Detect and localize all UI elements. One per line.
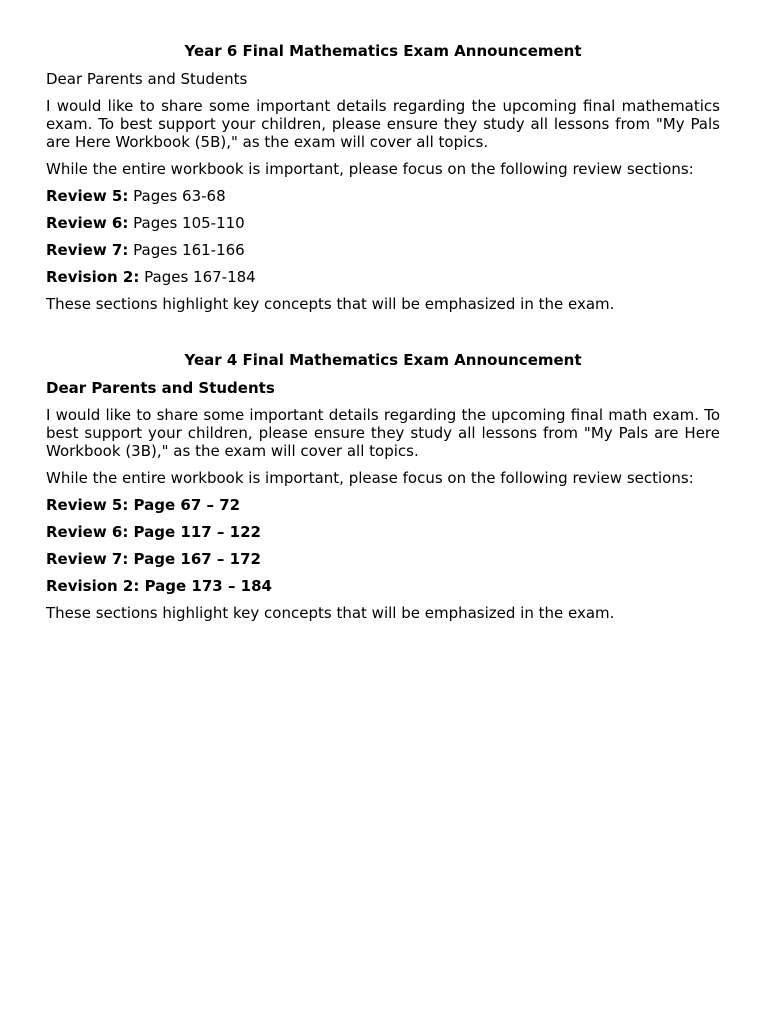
year6-review-item (46, 268, 720, 286)
year4-review-item: Review 7: Page 167 – 172 (46, 550, 261, 568)
year6-review-item (46, 187, 720, 205)
year6-focus: While the entire workbook is important, please focus on the following review sections: (46, 160, 694, 178)
year6-title: Year 6 Final Mathematics Exam Announcement (184, 42, 582, 60)
year4-closing: These sections highlight key concepts that will be emphasized in the exam. (46, 604, 615, 622)
year6-review-item (46, 241, 720, 259)
year6-intro: I would like to share some important details regarding the upcoming final mathematics exam. To best support your children, please ensure they study all lessons from "My Pals are Here Workbook (5B)," as the exam will cover all topics. (46, 97, 720, 151)
year4-announcement (46, 351, 720, 622)
year4-review-item: Review 6: Page 117 – 122 (46, 523, 261, 541)
year6-closing: These sections highlight key concepts that will be emphasized in the exam. (46, 295, 615, 313)
year4-title: Year 4 Final Mathematics Exam Announcement (184, 351, 582, 369)
year6-announcement (46, 42, 720, 313)
review-label: Review 5: (46, 187, 129, 205)
year4-intro: I would like to share some important details regarding the upcoming final math exam. To best support your children, please ensure they study all lessons from "My Pals are Here Workbook (3B)," as the exam will cover all topics. (46, 406, 720, 460)
document-page (46, 42, 720, 631)
year6-greeting: Dear Parents and Students (46, 70, 248, 88)
section-spacer (46, 322, 720, 351)
review-label: Review 7: (46, 241, 129, 259)
year6-review-item (46, 214, 720, 232)
review-pages: Pages 105-110 (133, 214, 245, 232)
review-pages: Pages 63-68 (133, 187, 226, 205)
year4-focus: While the entire workbook is important, please focus on the following review sections: (46, 469, 694, 487)
year4-greeting: Dear Parents and Students (46, 379, 275, 397)
review-pages: Pages 161-166 (133, 241, 245, 259)
review-pages: Pages 167-184 (144, 268, 256, 286)
review-label: Revision 2: (46, 268, 140, 286)
review-label: Review 6: (46, 214, 129, 232)
year4-review-item: Revision 2: Page 173 – 184 (46, 577, 272, 595)
year4-review-item: Review 5: Page 67 – 72 (46, 496, 241, 514)
